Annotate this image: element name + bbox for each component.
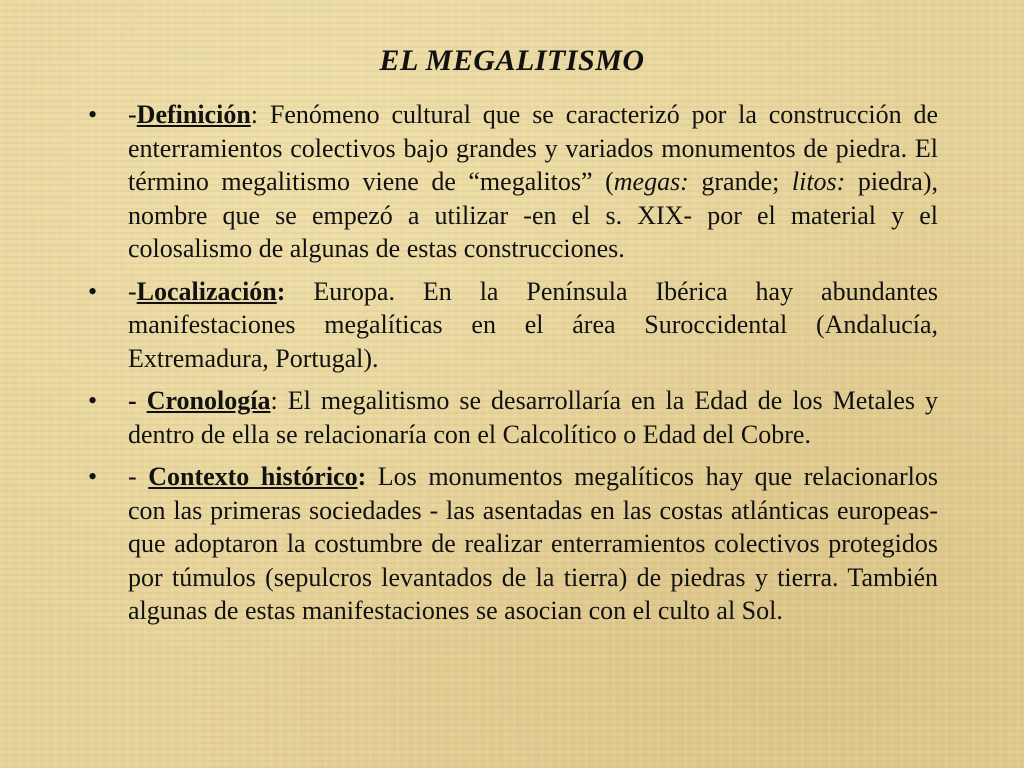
slide-title: EL MEGALITISMO (379, 44, 645, 77)
bullet-icon: • (88, 276, 98, 306)
bullet-icon: • (88, 386, 98, 415)
term-localizacion: Localización (136, 276, 277, 306)
localizacion-text: Europa. En la Península Ibérica hay abundantes manifestaciones megalíticas en el área Suroccidental (Andalucía, Extremadura, Portugal). (128, 276, 938, 373)
bullet-prefix: - (128, 386, 147, 415)
definicion-italic-megas: megas: (613, 167, 689, 196)
definicion-text-c: piedra), nombre que se empezó a utilizar -en el s. XIX- por el material y el colosalismo de algunas de estas construcciones. (128, 167, 938, 263)
bullet-icon: • (88, 100, 98, 129)
term-cronologia: Cronología (146, 386, 271, 415)
cronologia-text: El megalitismo se desarrollaría en la Edad de los Metales y dentro de ella se relacionaría con el Calcolítico o Edad del Cobre. (128, 386, 938, 449)
definicion-text-a: Fenómeno cultural que se caracterizó por la construcción de enterramientos colectivos bajo grandes y variados monumentos de piedra. El término megalitismo viene de “megalitos” ( (128, 100, 938, 196)
bullet-icon: • (88, 462, 98, 491)
bullet-cronologia (88, 384, 938, 451)
contexto-text: Los monumentos megalíticos hay que relacionarlos con las primeras sociedades - las asentadas en las costas atlánticas europeas- que adoptaron la costumbre de realizar enterramientos colectivos protegidos por túmulos (sepulcros levantados de la tierra) de piedras y tierra. También algunas de estas manifestaciones se asocian con el culto al Sol. (128, 462, 938, 625)
term-colon: : (357, 462, 367, 491)
definicion-text-b: grande; (688, 167, 792, 196)
bullet-prefix: - (128, 100, 137, 129)
bullet-list (88, 98, 938, 637)
bullet-contexto (88, 460, 938, 628)
bullet-localizacion (88, 275, 938, 376)
term-colon: : (270, 386, 278, 415)
term-definicion: Definición (136, 100, 251, 129)
bullet-prefix: - (128, 276, 137, 306)
term-colon: : (250, 100, 259, 129)
definicion-italic-litos: litos: (791, 167, 846, 196)
bullet-definicion (88, 98, 938, 266)
bullet-prefix: - (128, 462, 149, 491)
term-colon: : (276, 276, 286, 306)
term-contexto: Contexto histórico (148, 462, 358, 491)
